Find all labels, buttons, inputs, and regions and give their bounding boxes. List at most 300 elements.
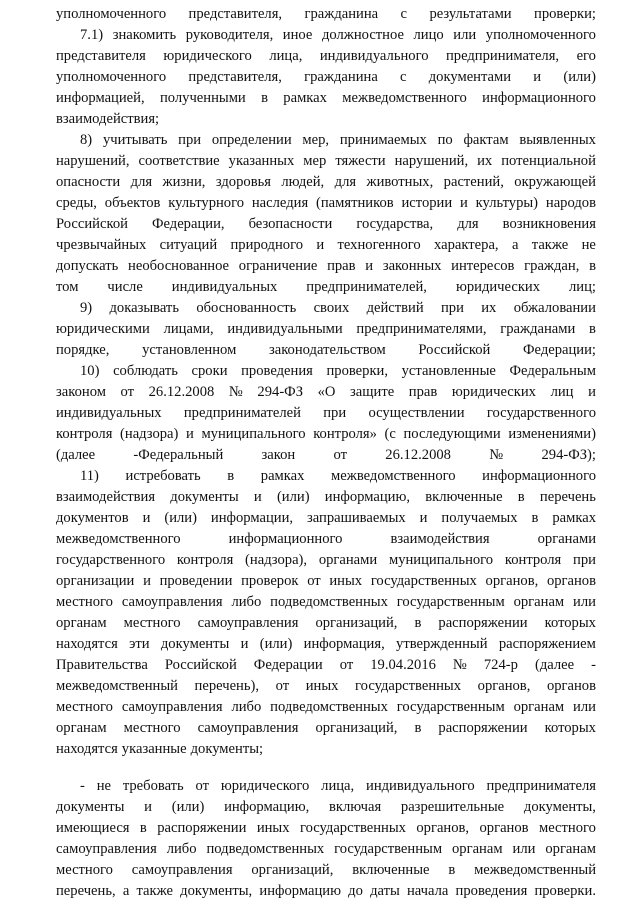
word: индивидуального — [366, 778, 475, 794]
word: (или) — [276, 489, 310, 505]
text-line — [80, 776, 596, 796]
word: или — [512, 841, 536, 857]
word: в — [414, 720, 422, 736]
word: и — [253, 489, 262, 505]
word: которых — [544, 720, 596, 736]
word: граждан, — [524, 258, 580, 274]
word: и — [240, 636, 249, 652]
word: при — [441, 300, 464, 316]
word: иных — [329, 573, 363, 589]
word: сроки — [191, 363, 228, 379]
word: государственных — [299, 820, 406, 836]
word: и — [143, 573, 151, 589]
word: документы — [56, 799, 125, 815]
word: объектов — [104, 195, 161, 211]
text-line — [56, 571, 596, 591]
word: муниципального — [388, 552, 494, 568]
word: животных, — [366, 174, 434, 190]
text-line — [56, 340, 596, 360]
word: - — [80, 778, 85, 794]
word: лиц; — [569, 279, 596, 295]
word: соответствие — [138, 153, 220, 169]
word: эти — [129, 636, 150, 652]
word: их — [477, 153, 493, 169]
word: самоуправления — [121, 699, 223, 715]
text-line — [80, 298, 596, 318]
word: документы, — [180, 883, 253, 899]
word: межведомственного — [56, 531, 181, 547]
word: включая — [329, 799, 382, 815]
word: находятся — [56, 741, 118, 757]
word: результатами — [429, 6, 512, 22]
word: № — [489, 447, 504, 463]
word: от — [339, 657, 354, 673]
word: не — [581, 237, 596, 253]
text-line — [56, 676, 596, 696]
word: необоснованное — [128, 258, 230, 274]
word: утвержденный — [396, 636, 488, 652]
word: жизни, — [162, 174, 206, 190]
word: при — [573, 552, 596, 568]
word: юридического — [220, 778, 310, 794]
word: ограничение — [238, 258, 318, 274]
word: осуществлении — [368, 405, 465, 421]
word: либо — [231, 594, 262, 610]
word: для — [334, 174, 357, 190]
word: информацию, — [324, 489, 411, 505]
word: перечень — [539, 489, 596, 505]
word: юридического — [163, 48, 252, 64]
word: и — [186, 426, 194, 442]
word: законных — [382, 258, 442, 274]
word: подведомственных — [270, 594, 388, 610]
word: для — [457, 216, 479, 232]
word: взаимодействия — [390, 531, 490, 547]
word: индивидуального — [319, 48, 429, 64]
word: межведомственного — [331, 468, 456, 484]
word: характера, — [434, 237, 499, 253]
word: от — [307, 573, 321, 589]
word: указанных — [228, 153, 295, 169]
word: представителя, — [188, 6, 283, 22]
word: Федеральным — [509, 363, 596, 379]
word: с — [400, 69, 407, 85]
word: самоуправления — [131, 862, 233, 878]
word: числе — [107, 279, 143, 295]
word: лиц — [550, 384, 574, 400]
word: мер — [303, 153, 327, 169]
word: иных — [256, 820, 290, 836]
word: Российской — [56, 216, 128, 232]
word: самоуправления — [56, 841, 157, 857]
word: органов — [546, 678, 596, 694]
word: и — [316, 237, 325, 253]
word: 294-ФЗ — [257, 384, 304, 400]
word: Российской — [164, 657, 237, 673]
word: самоуправления — [197, 720, 299, 736]
word: документы — [170, 489, 239, 505]
word: даты — [370, 883, 400, 899]
text-line — [56, 256, 596, 276]
word: информацию — [259, 883, 341, 899]
word: не — [96, 778, 111, 794]
word: предпринимателями, — [356, 321, 487, 337]
word: проверки; — [534, 6, 596, 22]
word: -Федеральный — [133, 447, 224, 463]
word: разрешительные — [400, 799, 505, 815]
word: органов, — [485, 573, 539, 589]
word: а — [511, 237, 519, 253]
word: индивидуальными — [227, 321, 343, 337]
word: государственным — [396, 594, 505, 610]
word: и — [365, 258, 374, 274]
word: здоровья — [215, 174, 271, 190]
word: распоряжении — [438, 720, 528, 736]
text-line — [56, 67, 596, 87]
word: 294-ФЗ); — [541, 447, 596, 463]
word: от — [195, 778, 210, 794]
word: наследия — [251, 195, 309, 211]
text-line — [56, 881, 596, 901]
word: от — [120, 384, 135, 400]
word: органов — [546, 573, 596, 589]
word: местного — [56, 699, 113, 715]
word: Федерации, — [151, 216, 225, 232]
word: представителя — [56, 48, 146, 64]
text-line — [56, 4, 596, 24]
word: органам — [56, 720, 107, 736]
word: органов — [479, 820, 529, 836]
word: лица, — [321, 778, 355, 794]
word: документами — [428, 69, 512, 85]
word: среды, — [56, 195, 97, 211]
word: 11) — [80, 468, 99, 484]
text-line — [56, 529, 596, 549]
word: самоуправления — [197, 615, 299, 631]
word: действий — [366, 300, 424, 316]
word: юридическими — [56, 321, 150, 337]
word: или — [573, 594, 596, 610]
word: подведомственных — [270, 699, 388, 715]
text-line — [56, 508, 596, 528]
word: включенные — [352, 862, 430, 878]
word: получаемых — [441, 510, 518, 526]
text-line — [56, 172, 596, 192]
word: и — [533, 69, 542, 85]
word: выявленных — [519, 132, 596, 148]
word: гражданина — [304, 6, 379, 22]
word: 7.1) — [80, 27, 104, 43]
word: индивидуальных — [56, 405, 162, 421]
word: природного — [230, 237, 304, 253]
word: взаимодействия; — [56, 111, 160, 127]
word: Правительства — [56, 657, 148, 673]
word: проверки, — [326, 363, 389, 379]
word: (с — [384, 426, 396, 442]
word: и — [144, 799, 152, 815]
word: принимаемых — [339, 132, 427, 148]
word: 10) — [80, 363, 100, 379]
word: окружающей — [514, 174, 596, 190]
word: (надзора), — [245, 552, 308, 568]
word: распоряжении — [438, 615, 528, 631]
word: 724-р — [483, 657, 518, 673]
word: организации — [56, 573, 135, 589]
word: (далее — [56, 447, 96, 463]
word: или — [453, 27, 477, 43]
word: информационного — [482, 90, 596, 106]
word: начала — [406, 883, 449, 899]
text-line — [56, 839, 596, 859]
word: документы; — [190, 741, 264, 757]
word: информация, — [303, 636, 385, 652]
text-line — [56, 193, 596, 213]
word: межведомственного — [342, 90, 467, 106]
word: чрезвычайных — [56, 237, 147, 253]
word: от — [333, 447, 348, 463]
word: запрашиваемых — [307, 510, 406, 526]
word: организаций, — [315, 615, 398, 631]
word: государственного — [486, 405, 596, 421]
word: муниципального — [201, 426, 306, 442]
word: безопасности — [248, 216, 333, 232]
word: местного — [123, 720, 181, 736]
word: предпринимателя, — [445, 48, 560, 64]
word: установленном — [142, 342, 237, 358]
word: гражданина — [304, 69, 378, 85]
word: для — [130, 174, 153, 190]
word: техногенного — [337, 237, 421, 253]
word: местного — [56, 862, 113, 878]
word: местного — [538, 820, 596, 836]
word: органам — [513, 699, 565, 715]
text-line — [56, 550, 596, 570]
word: лица, — [269, 48, 303, 64]
word: растений, — [443, 174, 504, 190]
word: в — [261, 90, 268, 106]
text-line — [56, 403, 596, 423]
word: в — [531, 510, 539, 526]
text-line — [56, 445, 596, 465]
word: при — [178, 132, 202, 148]
word: органам — [545, 841, 596, 857]
word: полученными — [159, 90, 246, 106]
word: информацию, — [224, 799, 310, 815]
word: по — [437, 132, 453, 148]
word: (памятников — [316, 195, 394, 211]
word: информации, — [210, 510, 294, 526]
word: нарушений, — [56, 153, 130, 169]
word: имеющиеся — [56, 820, 130, 836]
word: или — [573, 699, 596, 715]
text-line — [56, 592, 596, 612]
word: включенные — [425, 489, 503, 505]
word: его — [576, 48, 596, 64]
word: тяжести — [335, 153, 386, 169]
word: органам — [56, 615, 107, 631]
text-line — [56, 634, 596, 654]
word: (надзора) — [120, 426, 179, 442]
word: перечень), — [194, 678, 260, 694]
word: опасности — [56, 174, 121, 190]
word: государственного — [56, 552, 166, 568]
word: обоснованность — [196, 300, 297, 316]
word: либо — [231, 699, 262, 715]
word: юридических — [455, 279, 541, 295]
word: истории — [401, 195, 453, 211]
text-line — [56, 424, 596, 444]
word: документов — [56, 510, 129, 526]
word: и — [588, 384, 596, 400]
word: «О — [317, 384, 336, 400]
word: организаций, — [315, 720, 398, 736]
word: Российской — [418, 342, 491, 358]
word: информационного — [482, 468, 596, 484]
word: (или) — [171, 799, 205, 815]
word: с — [400, 6, 408, 22]
word: проверок — [241, 573, 299, 589]
text-line — [80, 361, 596, 381]
word: также — [136, 883, 173, 899]
word: при — [323, 405, 347, 421]
word: предпринимателя — [486, 778, 596, 794]
word: (или) — [259, 636, 293, 652]
word: органам — [513, 594, 565, 610]
word: обжаловании — [513, 300, 596, 316]
word: рамках — [552, 510, 596, 526]
text-line — [56, 277, 596, 297]
text-line — [56, 214, 596, 234]
text-line — [56, 655, 596, 675]
word: людей, — [281, 174, 325, 190]
word: до — [348, 883, 363, 899]
text-line — [56, 818, 596, 838]
text-line — [80, 25, 596, 45]
word: знакомить — [112, 27, 177, 43]
text-line — [80, 466, 596, 486]
word: организаций, — [251, 862, 334, 878]
word: в — [448, 862, 456, 878]
word: предпринимателей, — [306, 279, 427, 295]
word: лицами, — [163, 321, 214, 337]
word: (или) — [164, 510, 197, 526]
word: соблюдать — [113, 363, 178, 379]
text-line — [56, 487, 596, 507]
word: мер, — [302, 132, 330, 148]
word: допускать — [56, 258, 119, 274]
word: проведения — [455, 883, 528, 899]
word: учитывать — [102, 132, 168, 148]
word: Федерации; — [523, 342, 596, 358]
word: законом — [56, 384, 106, 400]
word: том — [56, 279, 79, 295]
word: защите — [350, 384, 395, 400]
word: уполномоченного — [56, 6, 167, 22]
word: информационного — [228, 531, 343, 547]
word: контроля — [56, 426, 113, 442]
text-line — [56, 697, 596, 717]
word: органам — [452, 841, 503, 857]
word: фактам — [463, 132, 509, 148]
text-line — [56, 797, 596, 817]
word: порядке, — [56, 342, 110, 358]
text-line — [56, 151, 596, 171]
word: прав — [327, 258, 356, 274]
word: государственным — [334, 841, 443, 857]
text-line — [56, 718, 596, 738]
word: местного — [123, 615, 181, 631]
word: руководителя, — [185, 27, 274, 43]
word: контроля — [176, 552, 234, 568]
word: культуры) — [475, 195, 539, 211]
word: 26.12.2008 — [148, 384, 215, 400]
word: изменениями) — [508, 426, 596, 442]
word: представителя, — [188, 69, 282, 85]
word: местного — [56, 594, 113, 610]
word: № — [452, 657, 467, 673]
word: межведомственный — [474, 862, 596, 878]
word: 9) — [80, 300, 93, 316]
word: органов, — [477, 678, 531, 694]
word: указанные — [121, 741, 187, 757]
word: органами — [318, 552, 378, 568]
word: последующими — [403, 426, 501, 442]
word: в — [227, 468, 235, 484]
word: определении — [211, 132, 292, 148]
word: контроля» — [313, 426, 377, 442]
word: своих — [313, 300, 350, 316]
word: и — [142, 510, 151, 526]
word: индивидуальных — [171, 279, 278, 295]
word: органов, — [416, 820, 470, 836]
text-line — [56, 109, 596, 129]
word: в — [414, 615, 422, 631]
word: распоряжением — [498, 636, 596, 652]
word: находятся — [56, 636, 118, 652]
text-line — [56, 46, 596, 66]
word: их — [481, 300, 497, 316]
word: которых — [544, 615, 596, 631]
word: либо — [166, 841, 197, 857]
word: контроля — [504, 552, 562, 568]
word: в — [589, 258, 596, 274]
word: документы — [160, 636, 230, 652]
word: закон — [261, 447, 296, 463]
text-line — [56, 613, 596, 633]
word: прав — [408, 384, 438, 400]
word: доказывать — [109, 300, 179, 316]
word: подведомственных — [206, 841, 325, 857]
text-line — [56, 860, 596, 880]
word: (далее — [534, 657, 575, 673]
word: проведении — [159, 573, 233, 589]
word: народов — [545, 195, 596, 211]
word: а — [122, 883, 130, 899]
text-line — [56, 382, 596, 402]
word: лицо — [413, 27, 444, 43]
text-line — [56, 319, 596, 339]
text-line — [56, 739, 596, 759]
text-line — [80, 130, 596, 150]
word: государственным — [396, 699, 505, 715]
word: уполномоченного — [56, 69, 167, 85]
word: требовать — [122, 778, 184, 794]
word: самоуправления — [121, 594, 223, 610]
word: ситуаций — [159, 237, 218, 253]
word: рамках — [260, 468, 305, 484]
text-line — [56, 235, 596, 255]
word: интересов — [451, 258, 515, 274]
